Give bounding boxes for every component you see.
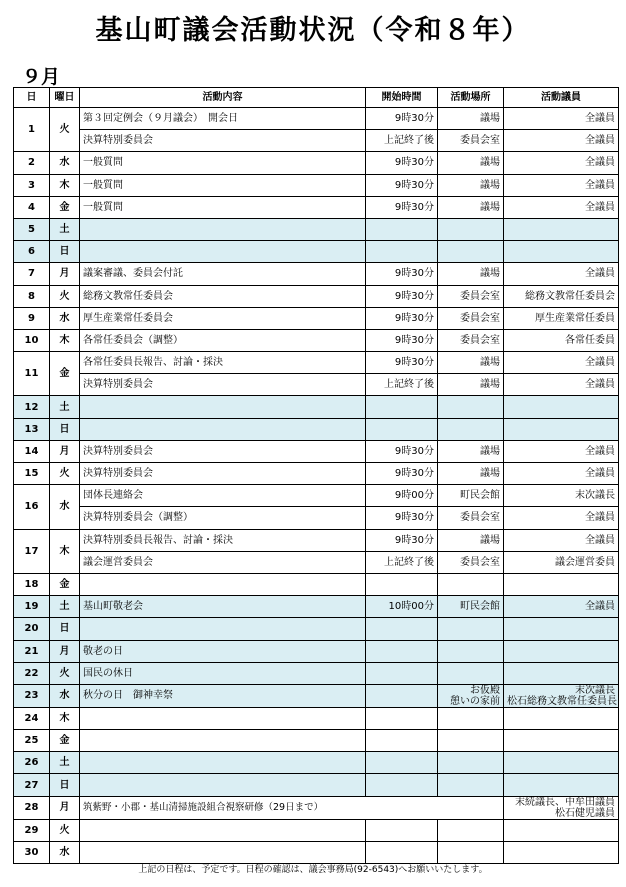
weekday-cell: 火 <box>50 108 80 152</box>
members-cell <box>504 241 619 263</box>
day-cell: 6 <box>14 241 50 263</box>
day-cell: 29 <box>14 819 50 841</box>
activity-cell <box>80 618 366 640</box>
day-cell: 18 <box>14 573 50 595</box>
page-title: 基山町議会活動状況（令和８年） <box>95 15 531 46</box>
table-row <box>14 551 619 573</box>
place-cell: 議場 <box>438 263 504 285</box>
day-cell: 27 <box>14 774 50 796</box>
time-cell <box>366 774 438 796</box>
members-line: 末次議長 <box>575 684 615 696</box>
time-cell: 9時30分 <box>366 152 438 174</box>
header-start-time: 開始時間 <box>366 88 438 108</box>
place-cell: 議場 <box>438 174 504 196</box>
weekday-cell: 月 <box>50 263 80 285</box>
time-cell <box>366 707 438 729</box>
members-cell <box>504 618 619 640</box>
place-cell: 議場 <box>438 440 504 462</box>
activity-cell: 一般質問 <box>80 152 366 174</box>
table-row <box>14 596 619 618</box>
place-cell <box>438 684 504 707</box>
activity-cell: 議会運営委員会 <box>80 551 366 573</box>
day-cell: 28 <box>14 796 50 819</box>
table-row <box>14 108 619 130</box>
members-cell <box>504 774 619 796</box>
place-cell <box>438 241 504 263</box>
day-cell: 23 <box>14 684 50 707</box>
activity-cell: 一般質問 <box>80 196 366 218</box>
members-cell: 全議員 <box>504 152 619 174</box>
day-cell: 2 <box>14 152 50 174</box>
place-cell <box>438 774 504 796</box>
time-cell: 9時30分 <box>366 196 438 218</box>
place-cell <box>438 396 504 418</box>
weekday-cell: 水 <box>50 684 80 707</box>
weekday-cell: 日 <box>50 774 80 796</box>
weekday-cell: 火 <box>50 819 80 841</box>
place-cell: 委員会室 <box>438 130 504 152</box>
table-row <box>14 730 619 752</box>
activity-cell: 厚生産業常任委員会 <box>80 307 366 329</box>
time-cell: 9時30分 <box>366 440 438 462</box>
weekday-cell: 金 <box>50 730 80 752</box>
table-row <box>14 440 619 462</box>
members-cell: 全議員 <box>504 440 619 462</box>
activity-cell <box>80 730 366 752</box>
members-cell <box>504 730 619 752</box>
weekday-cell: 水 <box>50 485 80 529</box>
table-row <box>14 241 619 263</box>
weekday-cell: 火 <box>50 285 80 307</box>
place-cell <box>438 819 504 841</box>
activity-cell <box>80 707 366 729</box>
day-cell: 15 <box>14 463 50 485</box>
day-cell: 9 <box>14 307 50 329</box>
table-row <box>14 263 619 285</box>
table-row <box>14 329 619 351</box>
footer-note: 上記の日程は、予定です。日程の確認は、議会事務局(92-6543)へお願いいたします。 <box>138 865 488 875</box>
place-cell: 委員会室 <box>438 285 504 307</box>
table-row <box>14 152 619 174</box>
members-cell: 厚生産業常任委員 <box>504 307 619 329</box>
time-cell <box>366 752 438 774</box>
members-cell: 全議員 <box>504 352 619 374</box>
members-cell <box>504 418 619 440</box>
day-cell: 4 <box>14 196 50 218</box>
activity-cell <box>80 841 366 863</box>
members-cell: 全議員 <box>504 130 619 152</box>
activity-cell: 各常任委員会（調整） <box>80 329 366 351</box>
members-cell <box>504 819 619 841</box>
header-weekday: 曜日 <box>50 88 80 108</box>
activity-cell <box>80 752 366 774</box>
table-row <box>14 752 619 774</box>
day-cell: 19 <box>14 596 50 618</box>
day-cell: 7 <box>14 263 50 285</box>
table-row <box>14 485 619 507</box>
time-cell: 9時30分 <box>366 507 438 529</box>
day-cell: 20 <box>14 618 50 640</box>
activity-cell <box>80 418 366 440</box>
members-cell <box>504 707 619 729</box>
day-cell: 17 <box>14 529 50 573</box>
time-cell: 9時30分 <box>366 174 438 196</box>
day-cell: 1 <box>14 108 50 152</box>
activity-cell: 決算特別委員会 <box>80 440 366 462</box>
time-cell <box>366 618 438 640</box>
weekday-cell: 日 <box>50 618 80 640</box>
weekday-cell: 水 <box>50 152 80 174</box>
members-cell: 全議員 <box>504 196 619 218</box>
time-cell: 上記終了後 <box>366 130 438 152</box>
header-place: 活動場所 <box>438 88 504 108</box>
time-cell: 9時30分 <box>366 352 438 374</box>
place-cell <box>438 618 504 640</box>
time-cell: 上記終了後 <box>366 551 438 573</box>
time-cell: 10時00分 <box>366 596 438 618</box>
weekday-cell: 木 <box>50 174 80 196</box>
place-cell: 委員会室 <box>438 329 504 351</box>
table-row <box>14 774 619 796</box>
activity-cell <box>80 241 366 263</box>
place-cell <box>438 662 504 684</box>
activity-cell: 各常任委員長報告、討論・採決 <box>80 352 366 374</box>
time-cell <box>366 662 438 684</box>
time-cell: 9時30分 <box>366 307 438 329</box>
members-cell: 全議員 <box>504 174 619 196</box>
place-line: 憩いの家前 <box>450 695 500 707</box>
time-cell: 9時00分 <box>366 485 438 507</box>
time-cell: 9時30分 <box>366 329 438 351</box>
table-row <box>14 374 619 396</box>
table-row <box>14 796 619 819</box>
table-row <box>14 174 619 196</box>
header-row <box>14 88 619 108</box>
weekday-cell: 土 <box>50 396 80 418</box>
weekday-cell: 土 <box>50 752 80 774</box>
members-cell: 各常任委員 <box>504 329 619 351</box>
activity-cell: 敬老の日 <box>80 640 366 662</box>
members-cell: 全議員 <box>504 596 619 618</box>
place-cell: 議場 <box>438 463 504 485</box>
members-cell <box>504 396 619 418</box>
members-cell: 全議員 <box>504 463 619 485</box>
day-cell: 14 <box>14 440 50 462</box>
time-cell: 9時30分 <box>366 263 438 285</box>
place-cell <box>438 573 504 595</box>
table-row <box>14 130 619 152</box>
weekday-cell: 水 <box>50 841 80 863</box>
members-cell: 全議員 <box>504 507 619 529</box>
schedule-table <box>13 87 619 864</box>
activity-cell: 決算特別委員長報告、討論・採決 <box>80 529 366 551</box>
members-cell <box>504 662 619 684</box>
activity-cell: 秋分の日 御神幸祭 <box>80 684 366 707</box>
weekday-cell: 水 <box>50 307 80 329</box>
table-row <box>14 307 619 329</box>
members-cell: 末次議長 <box>504 485 619 507</box>
members-cell: 総務文教常任委員会 <box>504 285 619 307</box>
table-row <box>14 573 619 595</box>
day-cell: 13 <box>14 418 50 440</box>
place-cell: 委員会室 <box>438 551 504 573</box>
members-line: 松石健児議員 <box>555 807 615 819</box>
place-cell: 議場 <box>438 529 504 551</box>
place-cell: 委員会室 <box>438 507 504 529</box>
activity-cell: 一般質問 <box>80 174 366 196</box>
day-cell: 8 <box>14 285 50 307</box>
table-row <box>14 507 619 529</box>
time-cell <box>366 684 438 707</box>
place-cell: 議場 <box>438 196 504 218</box>
weekday-cell: 木 <box>50 329 80 351</box>
table-row <box>14 463 619 485</box>
place-cell <box>438 730 504 752</box>
table-row <box>14 819 619 841</box>
day-cell: 26 <box>14 752 50 774</box>
time-cell <box>366 841 438 863</box>
weekday-cell: 火 <box>50 463 80 485</box>
activity-cell: 筑紫野・小郡・基山清掃施設組合視察研修（29日まで） <box>80 796 504 819</box>
place-cell: 町民会館 <box>438 485 504 507</box>
table-row <box>14 396 619 418</box>
members-cell: 議会運営委員 <box>504 551 619 573</box>
time-cell <box>366 218 438 240</box>
place-cell <box>438 218 504 240</box>
place-cell <box>438 418 504 440</box>
activity-cell: 総務文教常任委員会 <box>80 285 366 307</box>
weekday-cell: 金 <box>50 573 80 595</box>
activity-cell: 決算特別委員会 <box>80 130 366 152</box>
activity-cell: 基山町敬老会 <box>80 596 366 618</box>
day-cell: 24 <box>14 707 50 729</box>
time-cell <box>366 573 438 595</box>
time-cell: 9時30分 <box>366 285 438 307</box>
place-cell <box>438 707 504 729</box>
table-row <box>14 707 619 729</box>
time-cell: 9時30分 <box>366 108 438 130</box>
weekday-cell: 月 <box>50 796 80 819</box>
month-label: ９月 <box>22 66 61 88</box>
day-cell: 21 <box>14 640 50 662</box>
members-cell <box>504 841 619 863</box>
header-activity: 活動内容 <box>80 88 366 108</box>
weekday-cell: 日 <box>50 418 80 440</box>
members-cell <box>504 796 619 819</box>
place-cell <box>438 752 504 774</box>
time-cell <box>366 819 438 841</box>
activity-cell: 第３回定例会（９月議会） 開会日 <box>80 108 366 130</box>
activity-cell <box>80 819 366 841</box>
place-cell <box>438 841 504 863</box>
time-cell <box>366 396 438 418</box>
weekday-cell: 金 <box>50 196 80 218</box>
weekday-cell: 金 <box>50 352 80 396</box>
table-row <box>14 529 619 551</box>
activity-cell: 決算特別委員会（調整） <box>80 507 366 529</box>
table-row <box>14 618 619 640</box>
weekday-cell: 月 <box>50 440 80 462</box>
table-row <box>14 352 619 374</box>
activity-cell <box>80 573 366 595</box>
header-members: 活動議員 <box>504 88 619 108</box>
table-row <box>14 196 619 218</box>
place-cell: 議場 <box>438 108 504 130</box>
members-line: 松石総務文教常任委員長 <box>507 695 617 707</box>
members-cell <box>504 684 619 707</box>
members-cell <box>504 573 619 595</box>
table-row <box>14 841 619 863</box>
time-cell <box>366 640 438 662</box>
weekday-cell: 木 <box>50 529 80 573</box>
place-cell: 議場 <box>438 352 504 374</box>
day-cell: 5 <box>14 218 50 240</box>
day-cell: 10 <box>14 329 50 351</box>
members-line: 末続議長、中牟田議員 <box>515 796 615 808</box>
activity-cell: 国民の休日 <box>80 662 366 684</box>
weekday-cell: 土 <box>50 596 80 618</box>
activity-cell: 決算特別委員会 <box>80 463 366 485</box>
members-cell <box>504 218 619 240</box>
header-day: 日 <box>14 88 50 108</box>
day-cell: 3 <box>14 174 50 196</box>
place-cell: 議場 <box>438 374 504 396</box>
time-cell <box>366 730 438 752</box>
time-cell <box>366 241 438 263</box>
activity-cell: 決算特別委員会 <box>80 374 366 396</box>
weekday-cell: 土 <box>50 218 80 240</box>
table-row <box>14 418 619 440</box>
activity-cell: 団体長連絡会 <box>80 485 366 507</box>
place-cell <box>438 640 504 662</box>
table-row <box>14 285 619 307</box>
activity-cell: 議案審議、委員会付託 <box>80 263 366 285</box>
place-cell: 町民会館 <box>438 596 504 618</box>
members-cell: 全議員 <box>504 374 619 396</box>
place-cell: 委員会室 <box>438 307 504 329</box>
members-cell <box>504 752 619 774</box>
members-cell: 全議員 <box>504 108 619 130</box>
weekday-cell: 火 <box>50 662 80 684</box>
weekday-cell: 月 <box>50 640 80 662</box>
day-cell: 11 <box>14 352 50 396</box>
members-cell <box>504 640 619 662</box>
weekday-cell: 日 <box>50 241 80 263</box>
day-cell: 22 <box>14 662 50 684</box>
place-line: お仮殿 <box>470 684 500 696</box>
table-row <box>14 662 619 684</box>
day-cell: 25 <box>14 730 50 752</box>
table-row <box>14 218 619 240</box>
time-cell <box>366 418 438 440</box>
weekday-cell: 木 <box>50 707 80 729</box>
place-cell: 議場 <box>438 152 504 174</box>
members-cell: 全議員 <box>504 529 619 551</box>
time-cell: 上記終了後 <box>366 374 438 396</box>
day-cell: 16 <box>14 485 50 529</box>
members-cell: 全議員 <box>504 263 619 285</box>
activity-cell <box>80 774 366 796</box>
activity-cell <box>80 218 366 240</box>
time-cell: 9時30分 <box>366 529 438 551</box>
day-cell: 12 <box>14 396 50 418</box>
table-row <box>14 684 619 707</box>
activity-cell <box>80 396 366 418</box>
table-row <box>14 640 619 662</box>
day-cell: 30 <box>14 841 50 863</box>
time-cell: 9時30分 <box>366 463 438 485</box>
